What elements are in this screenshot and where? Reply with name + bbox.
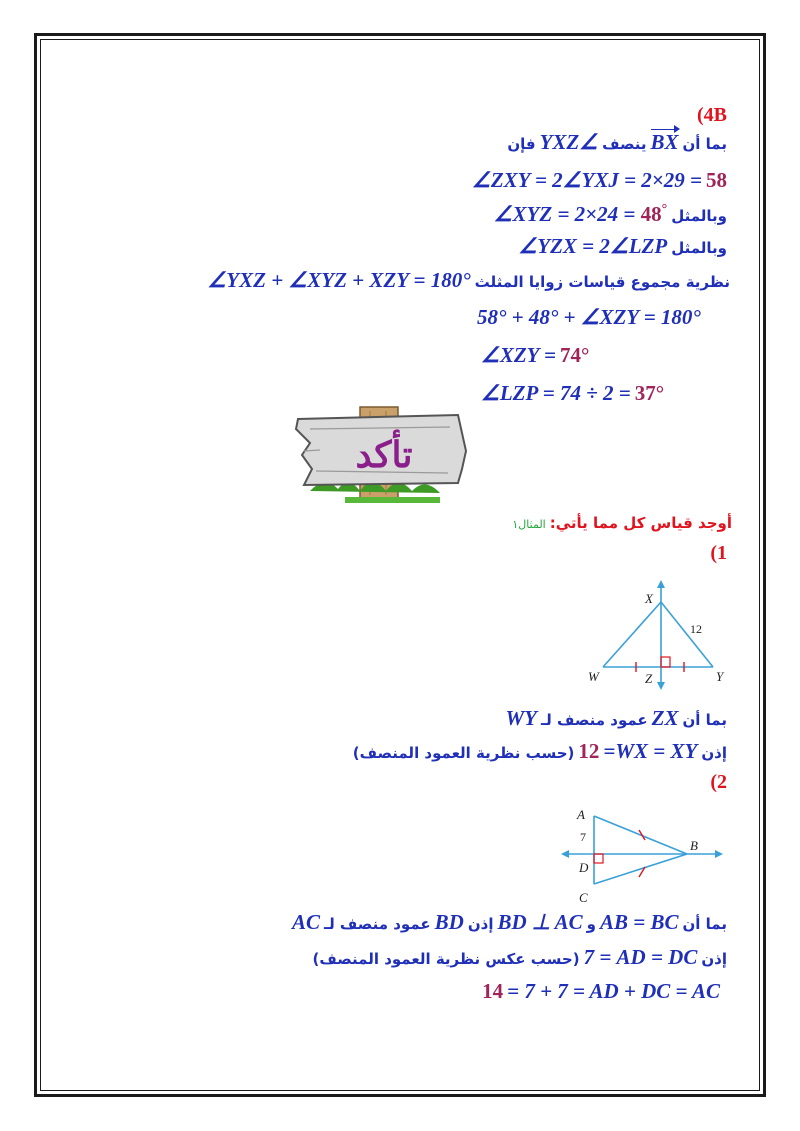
- text-perp-bisector-of-q2: عمود منصف لـ: [323, 915, 431, 933]
- side-length-7: 7: [580, 830, 586, 844]
- q1-label: (1: [710, 542, 727, 564]
- expr-ac-sum: = 7 + 7 = AD + DC = AC: [507, 979, 720, 1003]
- text-therefore-q2a: إذن: [467, 915, 494, 933]
- q1-line2: [353, 741, 727, 762]
- text-converse-theorem: (حسب عكس نظرية العمود المنصف): [312, 950, 580, 968]
- segment-ac: AC: [291, 910, 320, 934]
- text-perp-bisector-of: عمود منصف لـ: [540, 711, 648, 729]
- side-length-12: 12: [690, 622, 702, 636]
- answer-58: 58: [706, 168, 727, 192]
- segment-bd: BD: [434, 910, 464, 934]
- line-bisect-statement: [507, 132, 727, 153]
- check-sign-text: تأكد: [355, 435, 413, 475]
- text-and: و: [586, 915, 596, 933]
- expr-xyz: [494, 202, 641, 226]
- segment-zx: ZX: [651, 706, 679, 730]
- vertex-w: W: [588, 669, 599, 684]
- vertex-a: A: [577, 807, 585, 822]
- text-therefore-q1: إذن: [701, 744, 727, 762]
- q2-label: (2: [710, 771, 727, 793]
- expr-xzy: ∠XZY =: [481, 343, 556, 367]
- expr-bd-perp-ac: BD ⊥ AC: [497, 910, 583, 934]
- expr-xyz-lhs: ∠XYZ = 2×24 =: [493, 202, 636, 226]
- example-reference: المثال١: [512, 518, 546, 531]
- vertex-d: D: [579, 860, 589, 875]
- vertex-b: B: [690, 838, 698, 853]
- answer-37: 37°: [634, 381, 665, 405]
- q2-line3: [482, 981, 720, 1002]
- vertex-y: Y: [716, 669, 724, 684]
- line-angle-zxy: [472, 170, 727, 191]
- q2-line2: [313, 947, 727, 968]
- part-4b-label: (4B: [697, 104, 727, 126]
- expr-ab-eq-bc: AB = BC: [600, 910, 679, 934]
- segment-wy: WY: [505, 706, 537, 730]
- wooden-sign-icon: [290, 405, 510, 505]
- q1-line1: [505, 708, 727, 729]
- vertex-x: X: [645, 591, 653, 606]
- check-sign-graphic: [290, 405, 510, 505]
- text-bisects: ينصف: [602, 135, 647, 153]
- instruction-text: أوجد قياس كل مما يأتي:: [549, 514, 732, 532]
- q2-triangle-figure: [555, 802, 730, 910]
- expr-ad-dc: 7 = AD = DC: [583, 945, 698, 969]
- line-angle-xyz: [494, 203, 727, 225]
- expr-wx-xy: =WX = XY: [603, 739, 698, 763]
- text-therefore-q2b: إذن: [701, 950, 727, 968]
- expr-lzp: ∠LZP = 74 ÷ 2 =: [481, 381, 631, 405]
- answer-48: 48: [640, 202, 662, 226]
- exercise-instruction: [512, 516, 732, 532]
- line-angle-sum: [207, 270, 730, 291]
- vertex-z: Z: [645, 671, 653, 686]
- line-angle-yzx: [518, 236, 727, 257]
- expr-zxy: ∠ZXY = 2∠YXJ = 2×29 =: [472, 168, 702, 192]
- degree-sign: °: [661, 202, 668, 217]
- expr-yzx: ∠YZX = 2∠LZP: [518, 234, 668, 258]
- expr-angle-sum: ∠YXZ + ∠XYZ + XZY = 180°: [207, 268, 471, 292]
- text-since: بما أن: [682, 135, 727, 153]
- text-likewise-2: وبالمثل: [671, 239, 727, 257]
- line-substitute: [477, 307, 701, 328]
- vertex-c: C: [579, 890, 588, 905]
- answer-12: 12: [578, 739, 600, 763]
- text-likewise-1: وبالمثل: [671, 207, 727, 225]
- text-triangle-sum-theorem: نظرية مجموع قياسات زوايا المثلث: [474, 273, 730, 291]
- q2-line1: [292, 912, 727, 933]
- angle-yxz: ∠YXZ: [539, 130, 599, 154]
- answer-14: 14: [482, 979, 504, 1003]
- line-angle-xzy: [481, 345, 589, 366]
- answer-74: 74°: [559, 343, 590, 367]
- text-then: فإن: [507, 135, 536, 153]
- line-angle-lzp: [481, 383, 664, 404]
- ray-bx: BX: [650, 130, 679, 154]
- text-since-q2: بما أن: [682, 915, 727, 933]
- text-theorem-q1: (حسب نظرية العمود المنصف): [352, 744, 575, 762]
- expr-substitute: 58° + 48° + ∠XZY = 180°: [477, 305, 701, 329]
- text-since-q1: بما أن: [682, 711, 727, 729]
- q1-triangle-figure: [580, 572, 730, 690]
